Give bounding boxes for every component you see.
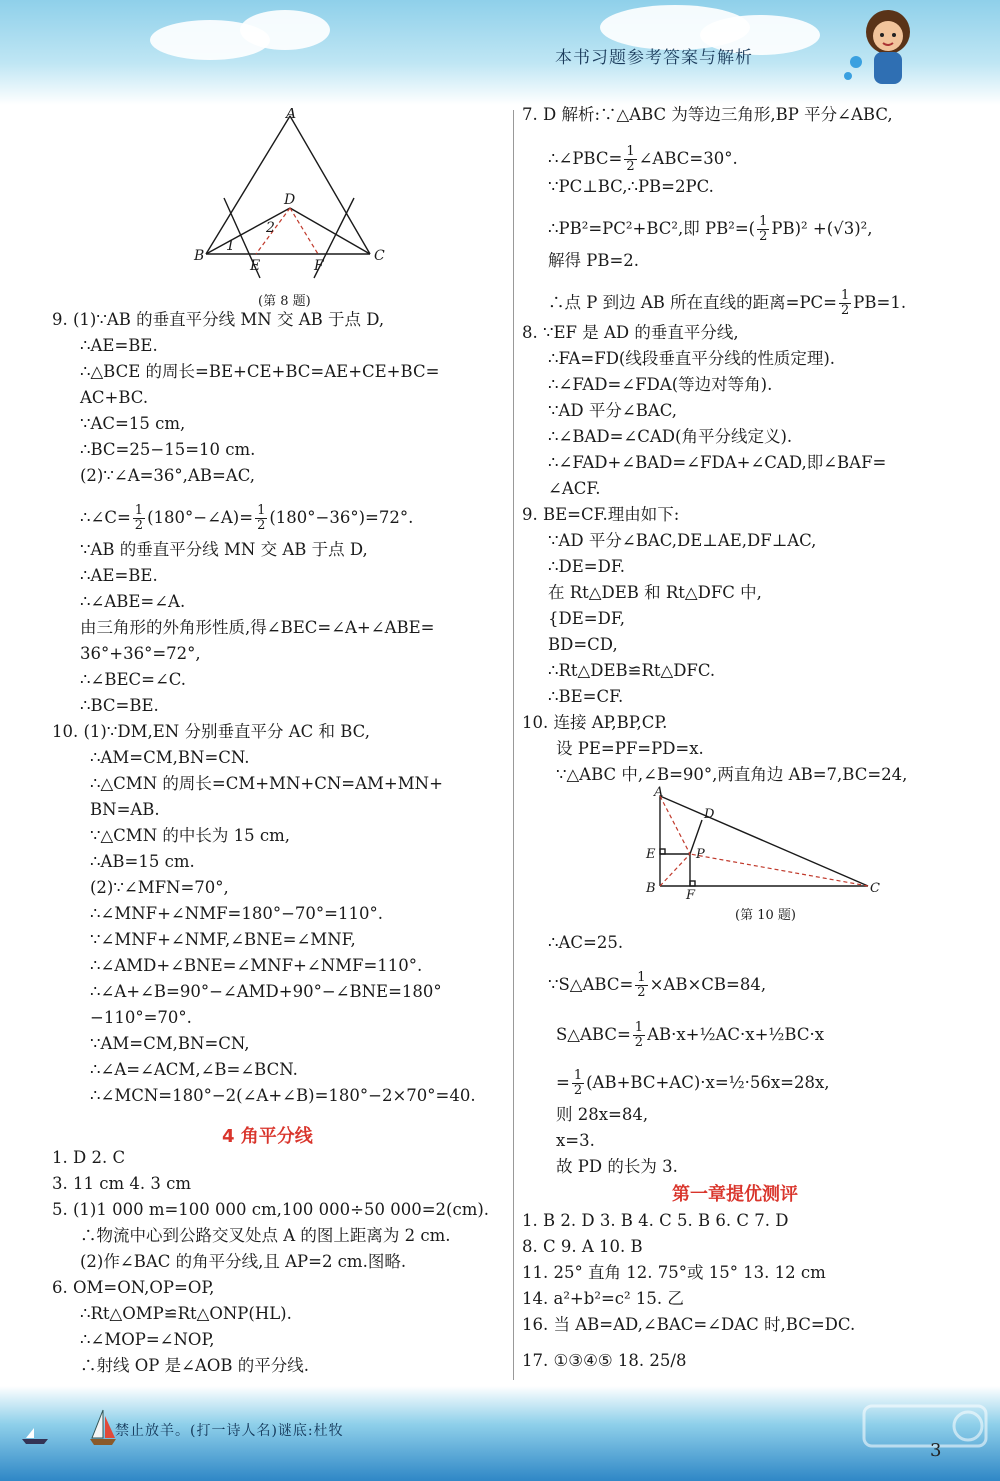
left-line: ∴AE=BE. (80, 336, 158, 355)
left-line: ∴BC=25−15=10 cm. (80, 440, 256, 459)
right-line: 9. BE=CF.理由如下: (522, 505, 680, 524)
fraction-half: $\frac{1}{2}$ (759, 214, 768, 244)
fraction-half: $\frac{1}{2}$ (573, 1068, 583, 1098)
right-line: x=3. (556, 1131, 595, 1150)
fig10-label-e: E (646, 847, 656, 862)
left-line: ∴∠AMD+∠BNE=∠MNF+∠NMF=110°. (90, 956, 423, 975)
left-line: 3. 11 cm 4. 3 cm (52, 1174, 191, 1193)
fig10-label-p: P (696, 847, 705, 862)
right-line: ∵△ABC 中,∠B=90°,两直角边 AB=7,BC=24, (556, 765, 908, 784)
left-line: AC+BC. (80, 388, 149, 407)
right-line: 则 28x=84, (556, 1105, 649, 1124)
right-line: 16. 当 AB=AD,∠BAC=∠DAC 时,BC=DC. (522, 1315, 856, 1334)
right-line: 7. D 解析:∵△ABC 为等边三角形,BP 平分∠ABC, (522, 105, 893, 124)
fig8-label-b: B (194, 248, 205, 264)
sailboat-icon (88, 1408, 118, 1448)
section-heading-angle-bisector: 4 角平分线 (222, 1126, 313, 1147)
fig10-label-a: A (654, 786, 664, 800)
left-line: ∵AM=CM,BN=CN, (90, 1034, 250, 1053)
right-line: 14. a²+b²=c² 15. 乙 (522, 1289, 684, 1308)
right-line: 10. 连接 AP,BP,CP. (522, 713, 668, 732)
left-line: 6. OM=ON,OP=OP, (52, 1278, 215, 1297)
fig10-label-f: F (686, 888, 696, 901)
fraction-half: $\frac{1}{2}$ (841, 288, 850, 318)
right-line: ∴AC=25. (548, 933, 624, 952)
section-heading-chapter-review: 第一章提优测评 (672, 1184, 798, 1205)
left-line: ∴AB=15 cm. (90, 852, 195, 871)
left-line: ∴Rt△OMP≌Rt△ONP(HL). (80, 1304, 292, 1323)
right-line: ∵S△ABC= $\frac{1}{2}$ ×AB×CB=84, (548, 970, 767, 1000)
figure-10-diagram (640, 786, 890, 901)
left-line: ∴△BCE 的周长=BE+CE+BC=AE+CE+BC= (80, 362, 440, 381)
fraction-half: $\frac{1}{2}$ (257, 503, 266, 533)
right-line: ∵AD 平分∠BAC, (548, 401, 678, 420)
left-line: −110°=70°. (90, 1008, 192, 1027)
header-title: 本书习题参考答案与解析 (555, 48, 753, 68)
right-line: BD=CD, (548, 635, 618, 654)
page-header (0, 0, 1000, 105)
right-line: ∴点 P 到边 AB 所在直线的距离=PC= $\frac{1}{2}$ PB=1. (548, 288, 907, 318)
right-line: ∴∠BAD=∠CAD(角平分线定义). (548, 427, 793, 446)
left-line: 1. D 2. C (52, 1148, 126, 1167)
fig8-label-d: D (284, 192, 296, 208)
left-line: ∵∠MNF+∠NMF,∠BNE=∠MNF, (90, 930, 356, 949)
footer-riddle: 禁止放羊。(打一诗人名)谜底:杜牧 (115, 1423, 344, 1439)
right-line: 8. ∵EF 是 AD 的垂直平分线, (522, 323, 739, 342)
fraction-half: $\frac{1}{2}$ (134, 503, 144, 533)
left-line: ∵AB 的垂直平分线 MN 交 AB 于点 D, (80, 540, 368, 559)
fig8-label-2: 2 (266, 220, 275, 236)
right-line: ∵AD 平分∠BAC,DE⊥AE,DF⊥AC, (548, 531, 817, 550)
fig8-label-1: 1 (226, 238, 235, 254)
fig10-label-d: D (704, 807, 715, 822)
left-line: ∴∠BEC=∠C. (80, 670, 187, 689)
left-line: BN=AB. (90, 800, 160, 819)
left-line: ∴AE=BE. (80, 566, 158, 585)
left-line: ∴BC=BE. (80, 696, 159, 715)
left-line: ∴物流中心到公路交叉处点 A 的图上距离为 2 cm. (80, 1226, 451, 1245)
right-line: ∵PC⊥BC,∴PB=2PC. (548, 177, 714, 196)
left-line: 36°+36°=72°, (80, 644, 201, 663)
page-number: 3 (930, 1440, 942, 1461)
right-line: ∴BE=CF. (548, 687, 624, 706)
fig8-label-f: F (314, 258, 324, 274)
fig8-label-e: E (250, 258, 261, 274)
fig8-label-a: A (286, 108, 297, 122)
right-line: ∴∠FAD=∠FDA(等边对等角). (548, 375, 773, 394)
right-line: ∴PB²=PC²+BC²,即 PB²=( $\frac{1}{2}$ PB)² +(√3)², (548, 214, 873, 244)
left-line: ∴射线 OP 是∠AOB 的平分线. (80, 1356, 310, 1375)
boat-icon (20, 1426, 50, 1446)
left-line: ∴∠A+∠B=90°−∠AMD+90°−∠BNE=180° (90, 982, 442, 1001)
left-line: ∴AM=CM,BN=CN. (90, 748, 250, 767)
right-line: 1. B 2. D 3. B 4. C 5. B 6. C 7. D (522, 1211, 789, 1230)
left-line: ∴∠ABE=∠A. (80, 592, 186, 611)
fraction-half: $\frac{1}{2}$ (626, 144, 635, 174)
right-line: ∴∠PBC= $\frac{1}{2}$ ∠ABC=30°. (548, 144, 738, 174)
left-line: (2)∵∠A=36°,AB=AC, (80, 466, 255, 485)
right-line: ∴Rt△DEB≌Rt△DFC. (548, 661, 716, 680)
figure-8-diagram (190, 108, 390, 288)
right-line: 设 PE=PF=PD=x. (556, 739, 704, 758)
figure-10-caption: (第 10 题) (735, 908, 796, 923)
right-line: = $\frac{1}{2}$ (AB+BC+AC)·x=½·56x=28x, (556, 1068, 830, 1098)
right-line: ∴DE=DF. (548, 557, 625, 576)
right-line: {DE=DF, (548, 609, 625, 628)
right-line: 8. C 9. A 10. B (522, 1237, 643, 1256)
mascot-girl-icon (838, 2, 938, 92)
left-line: (2)作∠BAC 的角平分线,且 AP=2 cm.图略. (80, 1252, 407, 1271)
left-line: ∴∠MOP=∠NOP, (80, 1330, 215, 1349)
left-line: ∵△CMN 的中长为 15 cm, (90, 826, 291, 845)
left-line: ∴△CMN 的周长=CM+MN+CN=AM+MN+ (90, 774, 443, 793)
figure-8-caption: (第 8 题) (258, 294, 311, 309)
left-line: 由三角形的外角形性质,得∠BEC=∠A+∠ABE= (80, 618, 435, 637)
fig8-label-c: C (374, 248, 385, 264)
right-line: 解得 PB=2. (548, 251, 640, 270)
right-line: 11. 25° 直角 12. 75°或 15° 13. 12 cm (522, 1263, 826, 1282)
right-line: 故 PD 的长为 3. (556, 1157, 678, 1176)
left-line: 5. (1)1 000 m=100 000 cm,100 000÷50 000=2(cm). (52, 1200, 490, 1219)
left-line: ∴∠A=∠ACM,∠B=∠BCN. (90, 1060, 298, 1079)
fraction-half: $\frac{1}{2}$ (634, 1020, 644, 1050)
fig10-label-b: B (646, 881, 656, 896)
fraction-half: $\frac{1}{2}$ (637, 970, 646, 1000)
left-line: 10. (1)∵DM,EN 分别垂直平分 AC 和 BC, (52, 722, 370, 741)
left-line: ∴∠C= $\frac{1}{2}$ (180°−∠A)= $\frac{1}{2}$ (180°−36°)=72°. (80, 503, 414, 533)
column-divider (513, 110, 514, 1380)
right-line: S△ABC= $\frac{1}{2}$ AB·x+½AC·x+½BC·x (556, 1020, 825, 1050)
watermark-logo-icon (860, 1400, 990, 1470)
left-line: 9. (1)∵AB 的垂直平分线 MN 交 AB 于点 D, (52, 310, 385, 329)
right-line: ∴FA=FD(线段垂直平分线的性质定理). (548, 349, 836, 368)
left-line: (2)∵∠MFN=70°, (90, 878, 229, 897)
right-line: ∴∠FAD+∠BAD=∠FDA+∠CAD,即∠BAF= (548, 453, 887, 472)
fig10-label-c: C (870, 881, 880, 896)
left-line: ∵AC=15 cm, (80, 414, 186, 433)
left-line: ∴∠MNF+∠NMF=180°−70°=110°. (90, 904, 383, 923)
right-line: 在 Rt△DEB 和 Rt△DFC 中, (548, 583, 762, 602)
right-line: 17. ①③④⑤ 18. 25/8 (522, 1351, 687, 1370)
left-line: ∴∠MCN=180°−2(∠A+∠B)=180°−2×70°=40. (90, 1086, 476, 1105)
right-line: ∠ACF. (548, 479, 601, 498)
